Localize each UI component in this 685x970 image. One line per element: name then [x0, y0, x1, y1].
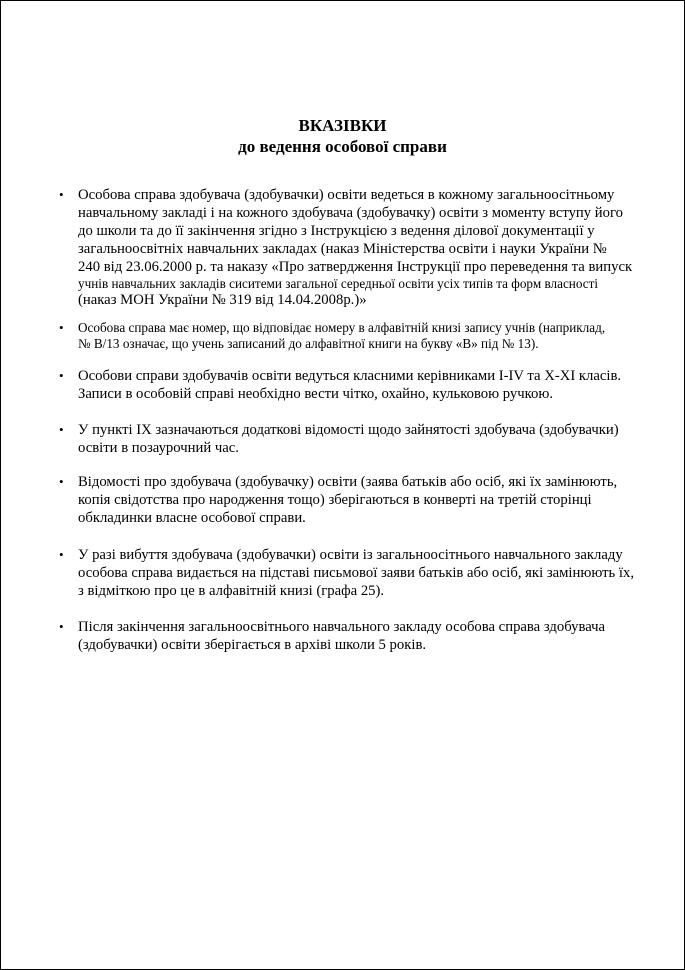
- item-line: 240 від 23.06.2000 р. та наказу «Про затвердження Інструкції про переведення та випуск: [78, 259, 633, 275]
- document-subtitle: до ведення особової справи: [238, 137, 447, 156]
- bullet-icon: •: [59, 320, 64, 335]
- item-line: особова справа видається на підставі письмової заяви батьків або осіб, які замінюють їх,: [78, 565, 635, 581]
- list-item: [59, 367, 638, 403]
- list-item: [59, 320, 638, 352]
- item-line: (здобувачки) освіти зберігається в архіві школи 5 років.: [78, 637, 427, 653]
- list-item: [59, 473, 638, 527]
- bullet-icon: •: [59, 422, 64, 437]
- item-line: обкладинки власне особової справи.: [78, 510, 306, 526]
- bullet-icon: •: [59, 368, 64, 383]
- list-item: [59, 618, 638, 654]
- item-line: копія свідотства про народження тощо) зберігаються в конверті на третій сторінці: [78, 492, 592, 508]
- bullet-icon: •: [59, 547, 64, 562]
- item-line: Особова справа здобувача (здобувачки) освіти ведеться в кожному загальноосітньому: [78, 187, 615, 203]
- item-line: № В/13 означає, що учень записаний до алфавітної книги на букву «В» під № 13).: [78, 336, 539, 351]
- item-line: учнів навчальних закладів сиситеми загальної середньої освіти усіх типів та форм власності: [78, 276, 599, 291]
- item-line: У разі вибуття здобувача (здобувачки) освіти із загальноосітнього навчального закладу: [78, 547, 623, 563]
- item-line: навчальному закладі і на кожного здобувача (здобувачку) освіти з моменту вступу його: [78, 205, 623, 221]
- item-line: Після закінчення загальноосвітнього навчального закладу особова справа здобувача: [78, 619, 606, 635]
- item-line: Особова справа має номер, що відповідає номеру в алфавітній книзі запису учнів (наприклад,: [78, 320, 606, 335]
- bullet-icon: •: [59, 187, 64, 202]
- item-line: Відомості про здобувача (здобувачку) освіти (заява батьків або осіб, які їх замінюють,: [78, 474, 618, 490]
- list-item: [59, 421, 638, 457]
- item-line: загальноосвітніх навчальних закладах (наказ Міністерства освіти і науки України №: [78, 241, 607, 257]
- item-line: Особови справи здобувачів освіти ведуться класними керівниками І-ІV та Х-ХІ класів.: [78, 368, 622, 384]
- list-item: [59, 546, 638, 600]
- item-line: освіти в позаурочний час.: [78, 440, 239, 456]
- document-title: ВКАЗІВКИ: [298, 116, 387, 135]
- bullet-icon: •: [59, 619, 64, 634]
- bullet-icon: •: [59, 474, 64, 489]
- list-item: [59, 186, 638, 309]
- item-line: (наказ МОН України № 319 від 14.04.2008р.)»: [78, 292, 367, 308]
- item-line: Записи в особовій справі необхідно вести чітко, охайно, кульковою ручкою.: [78, 386, 554, 402]
- item-line: У пункті ІХ зазначаються додаткові відомості щодо зайнятості здобувача (здобувачки): [78, 422, 619, 438]
- item-line: до школи та до її закінчення згідно з Інструкцією з ведення ділової документації у: [78, 223, 595, 239]
- item-line: з відміткою про це в алфавітній книзі (графа 25).: [78, 583, 385, 599]
